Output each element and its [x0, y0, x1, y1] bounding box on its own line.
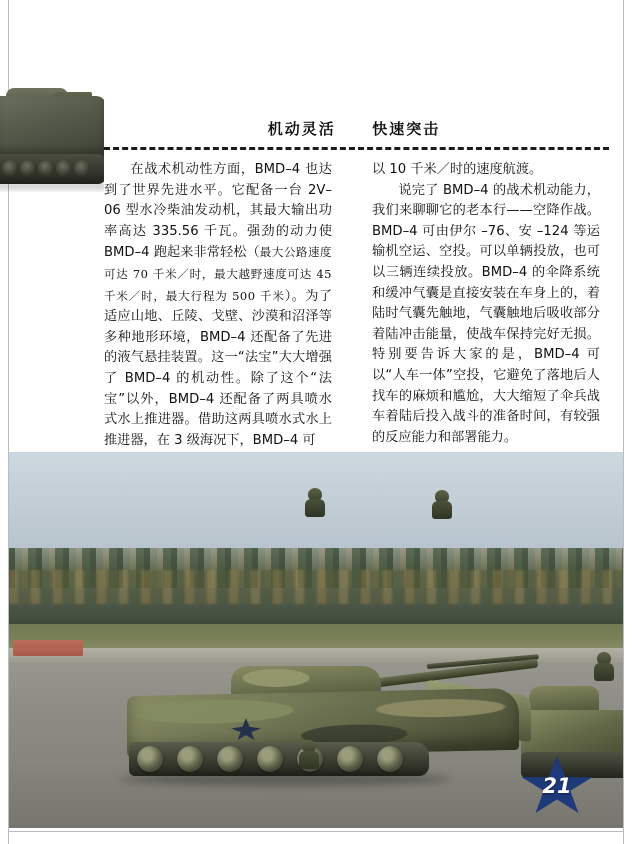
article-column-left: [104, 160, 332, 451]
photo-wheel: [2, 160, 19, 177]
photo-wheel: [38, 160, 55, 177]
headline-part-left: 机动灵活: [267, 120, 336, 138]
vehicle-ground-shadow: [121, 772, 451, 786]
crew-torso: [305, 499, 325, 517]
foreground-vehicle: [127, 658, 537, 790]
paragraph-text-continued: ）。为了适应山地、丘陵、戈壁、沙漠和沼泽等多种地形环境，BMD–4 还配备了先进的液气悬挂装置。这一“法宝”大大增强了 BMD–4 的机动性。除了这个“法宝”以外，BMD–4 还配备了两具喷水式水上推进器。借助这两具喷水式水上推进器，在 3 级海况下，BMD–4 可: [104, 288, 332, 448]
paragraph: 说完了 BMD–4 的战术机动能力，我们来聊聊它的老本行——空降作战。BMD–4 可由伊尔 –76、安 –124 等运输机空运、空投。可以单辆投放，也可以三辆连续投放。BMD–4 的伞降系统和缓冲气囊是直接安装在车身上的，着陆时气囊先触地，气囊触地后吸收部分着陆冲击能量，使战车保持完好无损。特别要告诉大家的是，BMD–4 可以“人车一体”空投，它避免了落地后人找车的麻烦和尴尬，大大缩短了伞兵战车着陆后投入战斗的准备时间，有较强的反应能力和部署能力。: [372, 182, 600, 445]
crew-member: [594, 652, 614, 680]
headline-part-right: 快速突击: [372, 120, 441, 138]
paragraph-inline-note: 最大公路速度可达 70 千米／时，最大越野速度可达 45 千米／时，最大行程为 500 千米: [104, 245, 332, 303]
crew-torso: [594, 663, 614, 681]
headline-dashed-divider: [104, 147, 609, 150]
photo-grass-band: [9, 624, 623, 650]
vehicle-road-wheel: [177, 746, 203, 772]
crew-member: [299, 740, 319, 768]
paragraph-text: 在战术机动性方面，BMD–4 也达到了世界先进水平。它配备一台 2V–06 型水冷柴油发动机，其最大输出功率高达 335.56 千瓦。强劲的动力使 BMD–4 跑起来非常轻松（: [104, 162, 332, 261]
top-left-vehicle-photo: [0, 88, 104, 192]
page-bottom-rule: [8, 831, 624, 832]
vehicle-road-wheel: [337, 746, 363, 772]
crew-torso: [432, 501, 452, 519]
article-column-right: [372, 160, 600, 448]
crew-member: [305, 488, 325, 516]
paragraph: [104, 160, 332, 451]
vehicle-road-wheel: [137, 746, 163, 772]
page-number-badge: [520, 756, 594, 818]
page-right-rule: [623, 0, 624, 844]
vehicle-road-wheel: [257, 746, 283, 772]
photo-hull-shape: [0, 96, 104, 158]
crew-torso: [299, 751, 319, 769]
photo-red-barrier: [13, 640, 83, 656]
section-headline: [104, 118, 604, 139]
photo-shadow: [0, 182, 104, 190]
paragraph: 以 10 千米／时的速度航渡。: [372, 162, 543, 177]
photo-wheel: [56, 160, 73, 177]
vehicle-road-wheel: [377, 746, 403, 772]
article-columns: [104, 160, 612, 448]
photo-wheel: [74, 160, 91, 177]
vehicle-road-wheel: [217, 746, 243, 772]
photo-treeline-autumn: [9, 570, 623, 604]
crew-member: [432, 490, 452, 518]
photo-wheel: [20, 160, 37, 177]
page-number: 21: [542, 774, 572, 798]
